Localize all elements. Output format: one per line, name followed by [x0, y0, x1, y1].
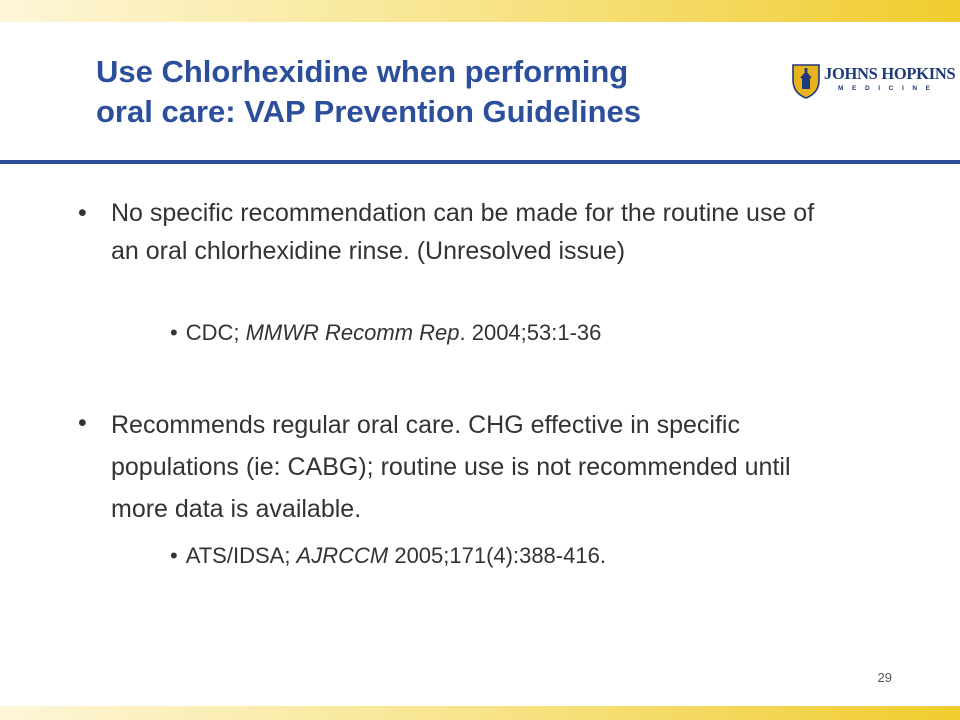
- bullet-item-1: [78, 194, 818, 270]
- citation-prefix: CDC;: [185, 320, 246, 345]
- shield-icon: [790, 62, 822, 100]
- bullet-dot: •: [78, 409, 87, 437]
- sub-bullet-dot: •: [170, 543, 178, 568]
- logo-name: JOHNS HOPKINS: [824, 64, 956, 83]
- bullet-item-2: [78, 404, 818, 530]
- bullet-text: Recommends regular oral care. CHG effective in specific populations (ie: CABG); routine use is not recommended until more data is available.: [111, 411, 791, 523]
- title-line-1: Use Chlorhexidine when performing: [96, 54, 629, 89]
- title-divider: [0, 160, 960, 164]
- title-line-2: oral care: VAP Prevention Guidelines: [96, 94, 641, 129]
- citation-suffix: . 2004;53:1-36: [459, 320, 602, 345]
- citation-journal: AJRCCM: [296, 543, 389, 568]
- slide-title: [96, 52, 776, 132]
- johns-hopkins-logo: [790, 62, 956, 100]
- bottom-gold-band: [0, 706, 960, 720]
- citation-prefix: ATS/IDSA;: [185, 543, 297, 568]
- sub-bullet-dot: •: [170, 320, 178, 345]
- page-number: 29: [877, 670, 892, 685]
- citation-2: [170, 541, 870, 571]
- bullet-text: No specific recommendation can be made for the routine use of an oral chlorhexidine rinse. (Unresolved issue): [111, 199, 815, 265]
- bullet-dot: •: [78, 199, 87, 227]
- logo-subtitle: MEDICINE: [838, 85, 939, 92]
- citation-journal: MMWR Recomm Rep: [245, 320, 460, 345]
- citation-1: [170, 318, 870, 348]
- top-gold-band: [0, 0, 960, 22]
- citation-suffix: 2005;171(4):388-416.: [388, 543, 606, 568]
